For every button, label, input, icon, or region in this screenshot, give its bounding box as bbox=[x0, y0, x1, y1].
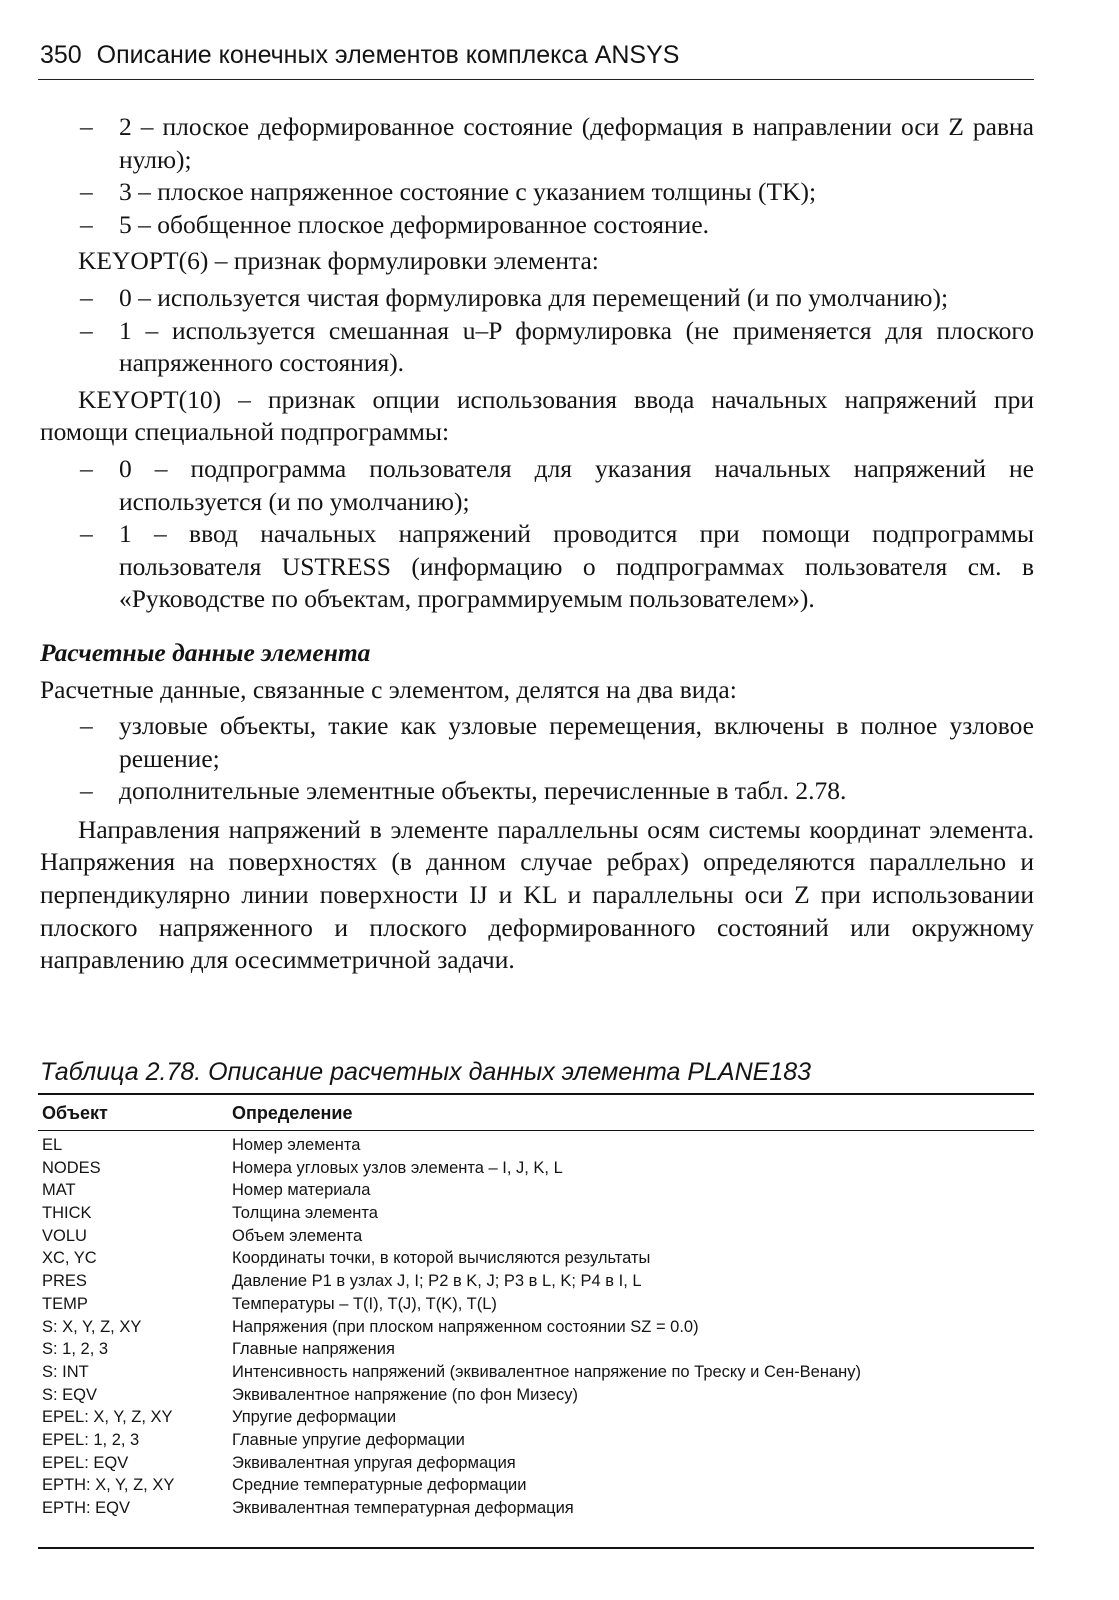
table-caption: Таблица 2.78. Описание расчетных данных элемента PLANE183 bbox=[40, 1058, 812, 1086]
definition-cell: Главные упругие деформации bbox=[232, 1430, 465, 1449]
definition-cell: Средние температурные деформации bbox=[232, 1476, 527, 1495]
object-cell: S: EQV bbox=[42, 1385, 98, 1404]
definition-cell: Объем элемента bbox=[232, 1226, 363, 1245]
definition-cell: Температуры – T(I), T(J), T(K), T(L) bbox=[232, 1294, 497, 1313]
object-cell: TEMP bbox=[42, 1294, 88, 1313]
list-item: – дополнительные элементные объекты, перечисленные в табл. 2.78. bbox=[40, 775, 1034, 808]
table-row bbox=[42, 1474, 1032, 1497]
definition-cell: Толщина элемента bbox=[232, 1204, 378, 1223]
dash-marker: – bbox=[80, 112, 93, 141]
header-rule bbox=[38, 79, 1034, 80]
list-item: – узловые объекты, такие как узловые перемещения, включены в полное узловое решение; bbox=[80, 711, 1034, 773]
list-item: – 1 – используется смешанная u–P формулировка (не применяется для плоского напряженного состояния). bbox=[80, 315, 1034, 378]
table-bottom-rule bbox=[38, 1547, 1034, 1549]
section-intro: Расчетные данные, связанные с элементом, делятся на два вида: bbox=[40, 674, 737, 704]
table-row bbox=[42, 1452, 1032, 1475]
table-row bbox=[42, 1497, 1032, 1520]
definition-cell: Номер материала bbox=[232, 1181, 371, 1200]
table-row bbox=[42, 1293, 1032, 1316]
object-cell: S: X, Y, Z, XY bbox=[42, 1317, 142, 1336]
object-cell: EPEL: X, Y, Z, XY bbox=[42, 1408, 173, 1427]
table-top-rule bbox=[38, 1093, 1034, 1095]
page-number: 350 bbox=[40, 41, 82, 69]
keyopt6-paragraph: KEYOPT(6) – признак формулировки элемента: bbox=[78, 246, 599, 276]
object-cell: EPEL: EQV bbox=[42, 1453, 129, 1472]
definition-cell: Главные напряжения bbox=[232, 1340, 395, 1359]
table-row bbox=[42, 1202, 1032, 1225]
dash-marker: – bbox=[80, 519, 93, 549]
object-cell: VOLU bbox=[42, 1226, 87, 1245]
table-row bbox=[42, 1384, 1032, 1407]
object-cell: PRES bbox=[42, 1272, 87, 1291]
dash-marker: – bbox=[80, 453, 93, 483]
dash-marker: – bbox=[80, 177, 93, 207]
object-cell: S: INT bbox=[42, 1362, 89, 1381]
list-item: – 5 – обобщенное плоское деформированное состояние. bbox=[40, 209, 1034, 242]
table-row bbox=[42, 1225, 1032, 1248]
table-row bbox=[42, 1316, 1032, 1339]
definition-cell: Эквивалентная упругая деформация bbox=[232, 1453, 516, 1472]
table-row bbox=[42, 1270, 1032, 1293]
object-cell: MAT bbox=[42, 1181, 76, 1200]
object-cell: EPEL: 1, 2, 3 bbox=[42, 1430, 140, 1449]
dash-marker: – bbox=[80, 776, 93, 806]
object-cell: THICK bbox=[42, 1204, 92, 1223]
list-item: – 0 – используется чистая формулировка для перемещений (и по умолчанию); bbox=[40, 282, 1034, 315]
section-heading: Расчетные данные элемента bbox=[40, 637, 371, 667]
list-item: – 3 – плоское напряженное состояние с указанием толщины (TK); bbox=[40, 176, 1034, 209]
body-text bbox=[40, 111, 1034, 977]
column-header-object: Объект bbox=[42, 1103, 108, 1123]
definition-cell: Эквивалентная температурная деформация bbox=[232, 1499, 574, 1517]
definition-cell: Номер элемента bbox=[232, 1136, 361, 1154]
running-title: Описание конечных элементов комплекса ANSYS bbox=[96, 41, 680, 69]
table-row bbox=[42, 1179, 1032, 1202]
table-row bbox=[42, 1361, 1032, 1384]
table-row bbox=[42, 1429, 1032, 1452]
table-row bbox=[42, 1406, 1032, 1429]
dash-marker: – bbox=[80, 282, 93, 312]
list-item: – 1 – ввод начальных напряжений проводится при помощи подпрограммы пользователя USTRESS (информацию о подпрограммах пользователя см. в «Руководстве по объектам, программируемым пользователем»). bbox=[80, 519, 1034, 614]
object-cell: S: 1, 2, 3 bbox=[42, 1340, 109, 1359]
keyopt10-paragraph: KEYOPT(10) – признак опции использования ввода начальных напряжений при помощи специальной подпрограммы: bbox=[40, 384, 1034, 447]
definition-cell: Интенсивность напряжений (эквивалентное напряжение по Треску и Сен-Венану) bbox=[232, 1362, 861, 1381]
table-row bbox=[42, 1247, 1032, 1270]
stress-directions-paragraph: Направления напряжений в элементе параллельны осям системы координат элемента. Напряжения на поверхностях (в данном случае ребрах) определяются параллельно и перпендикулярно линии поверхности IJ и KL и параллельны оси Z при использовании плоского напряженного и плоского деформированного состояний или окружному направлению для осесимметричной задачи. bbox=[40, 814, 1034, 975]
table-row bbox=[42, 1157, 1032, 1180]
object-cell: NODES bbox=[42, 1158, 101, 1177]
definition-cell: Эквивалентное напряжение (по фон Мизесу) bbox=[232, 1385, 578, 1404]
object-cell: EPTH: EQV bbox=[42, 1499, 131, 1517]
list-item: – 2 – плоское деформированное состояние (деформация в направлении оси Z равна нулю); bbox=[80, 112, 1034, 174]
object-cell: EPTH: X, Y, Z, XY bbox=[42, 1476, 175, 1495]
dash-marker: – bbox=[80, 711, 93, 741]
table-row bbox=[42, 1338, 1032, 1361]
object-cell: EL bbox=[42, 1136, 63, 1154]
running-head bbox=[40, 38, 1040, 72]
list-item: – 0 – подпрограмма пользователя для указания начальных напряжений не используется (и по умолчанию); bbox=[80, 453, 1034, 516]
definition-cell: Упругие деформации bbox=[232, 1408, 397, 1427]
table-header-rule bbox=[38, 1130, 1034, 1131]
definition-cell: Координаты точки, в которой вычисляются результаты bbox=[232, 1249, 651, 1268]
table-row bbox=[42, 1134, 1032, 1157]
object-cell: XC, YC bbox=[42, 1249, 97, 1268]
column-header-definition: Определение bbox=[232, 1103, 353, 1123]
definition-cell: Номера угловых узлов элемента – I, J, K, L bbox=[232, 1158, 563, 1177]
dash-marker: – bbox=[80, 209, 93, 239]
dash-marker: – bbox=[80, 315, 93, 345]
table-body bbox=[42, 1134, 1032, 1520]
definition-cell: Напряжения (при плоском напряженном состоянии SZ = 0.0) bbox=[232, 1317, 699, 1336]
definition-cell: Давление P1 в узлах J, I; P2 в K, J; P3 в L, K; P4 в I, L bbox=[232, 1272, 642, 1291]
